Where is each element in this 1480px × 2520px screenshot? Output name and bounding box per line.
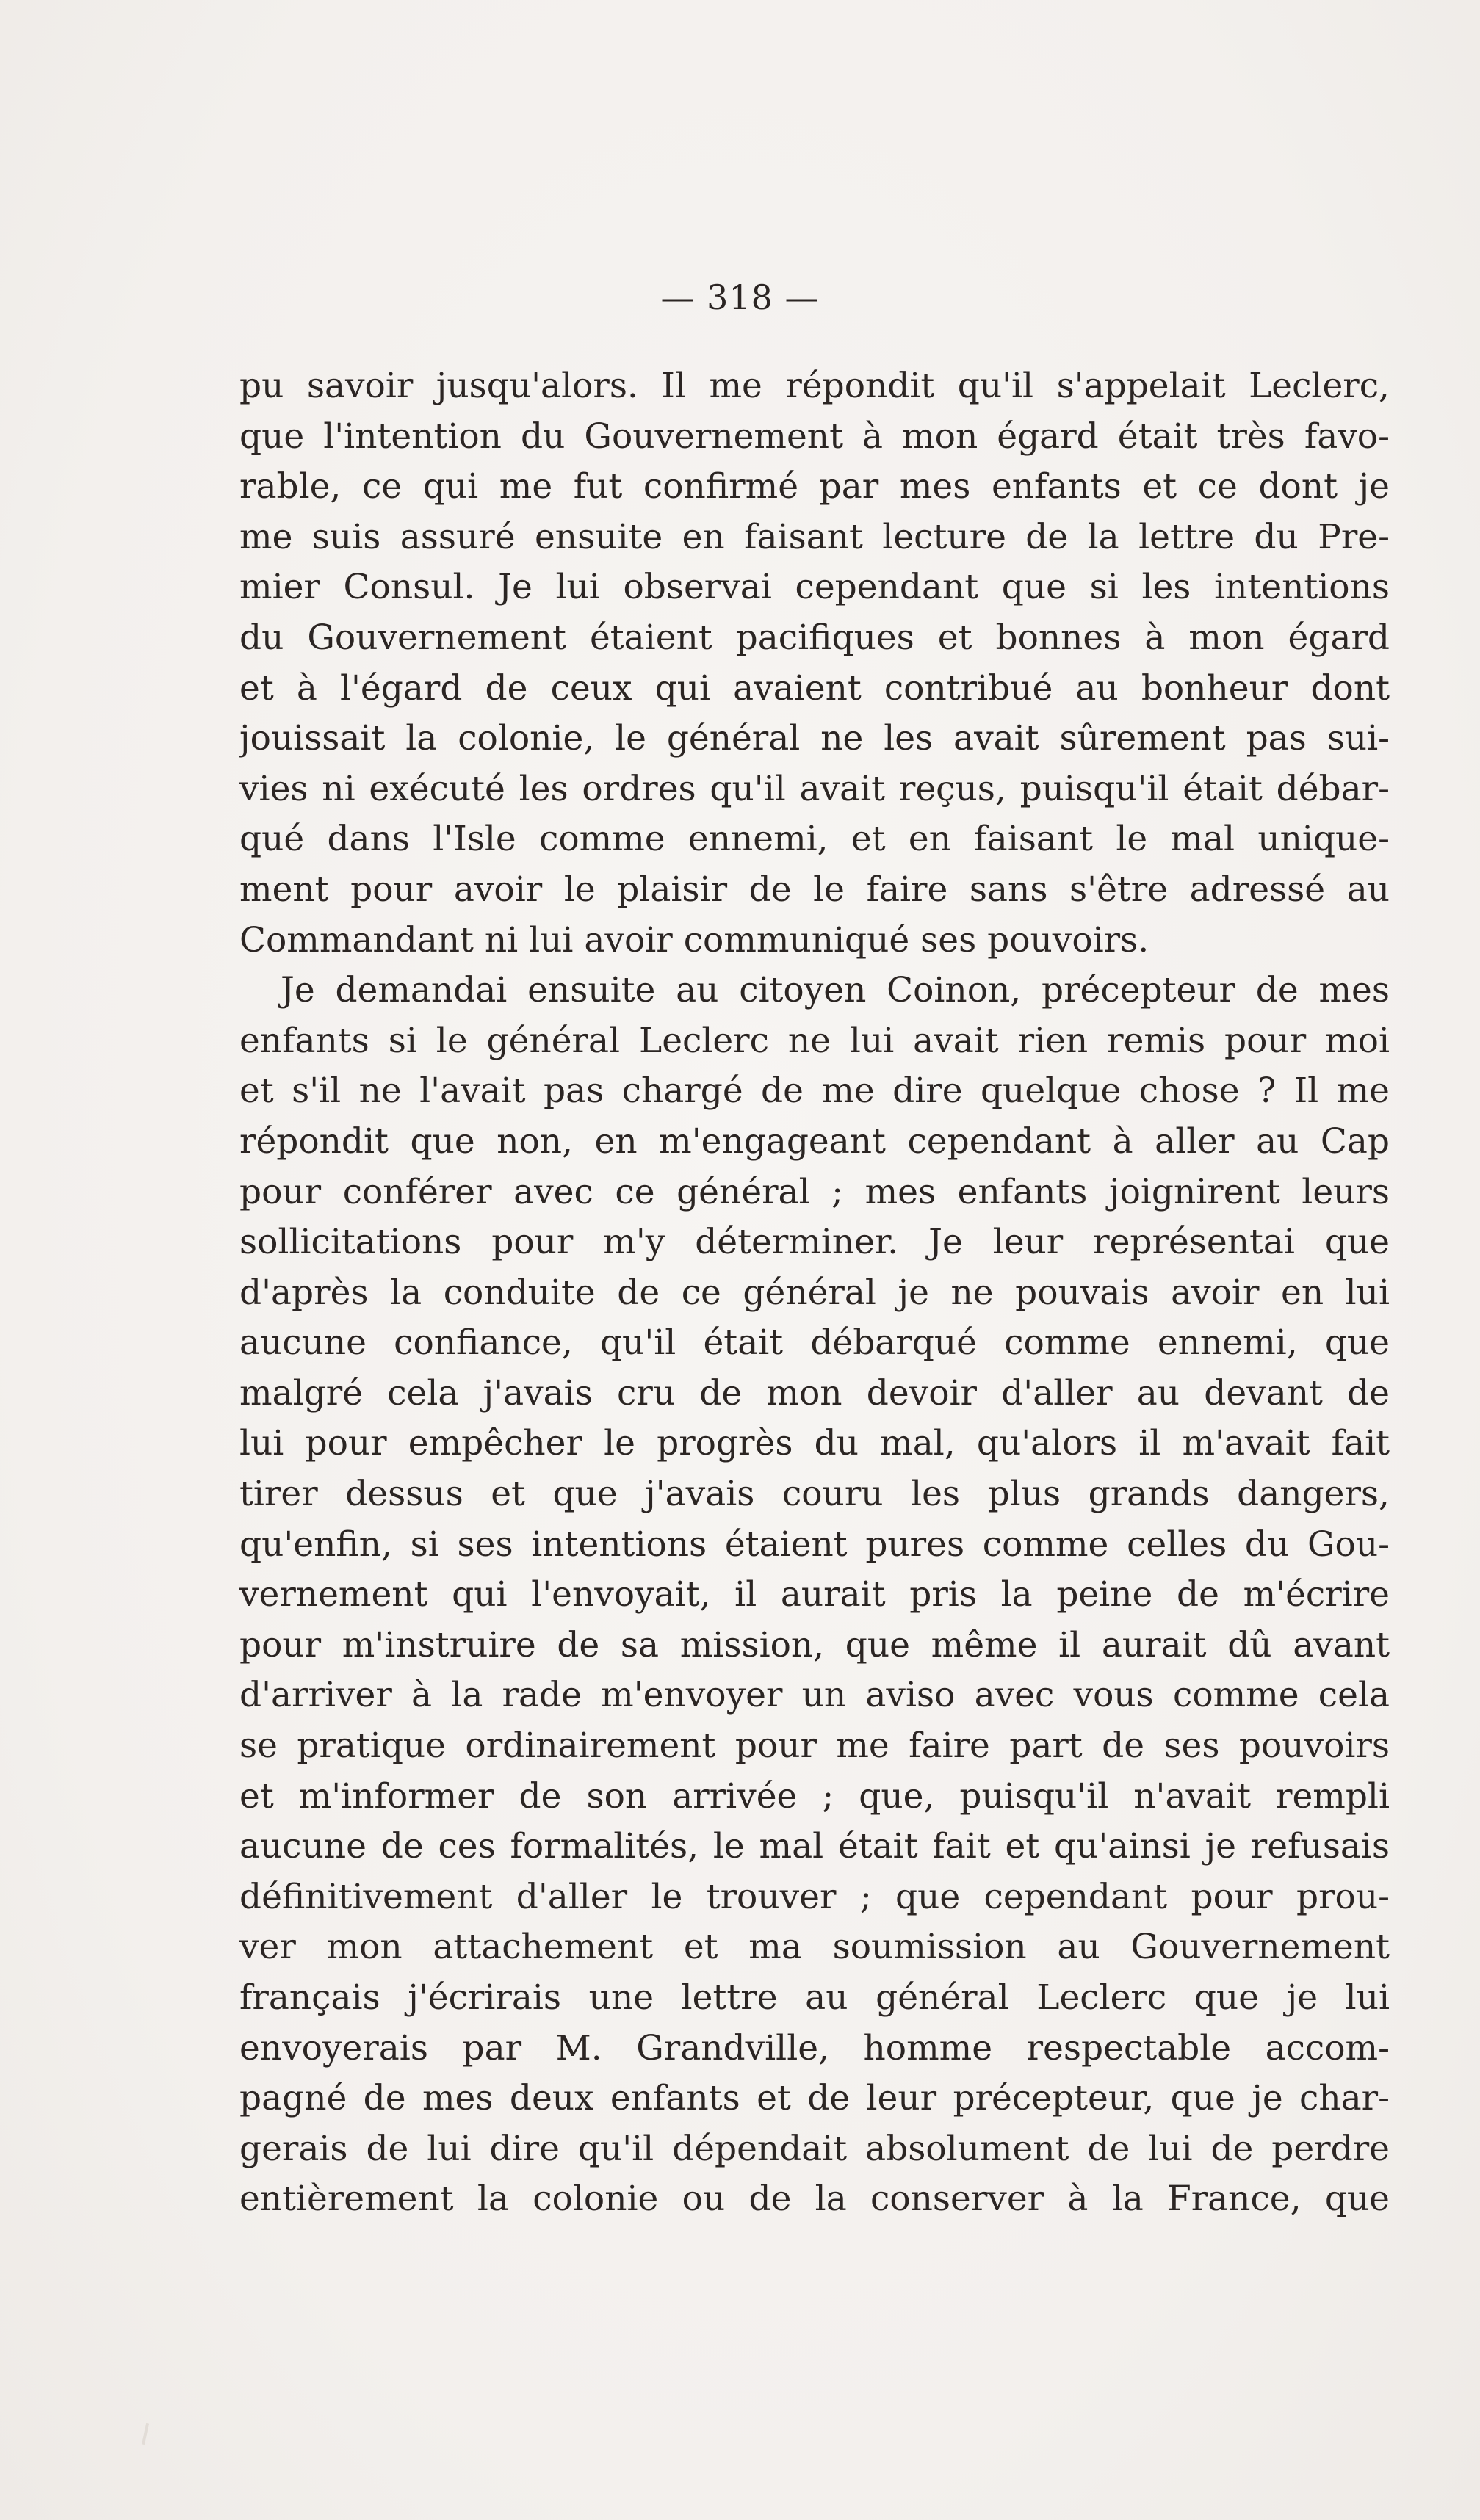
text-line: et à l'égard de ceux qui avaient contribué au bonheur dont (239, 667, 1390, 709)
text-line: envoyerais par M. Grandville, homme respectable accom- (239, 2027, 1390, 2068)
text-line: pagné de mes deux enfants et de leur précepteur, que je char- (239, 2078, 1390, 2119)
text-line: jouissait la colonie, le général ne les avait sûrement pas sui- (239, 718, 1390, 759)
text-line: me suis assuré ensuite en faisant lecture de la lettre du Pre- (239, 516, 1390, 557)
text-line: ment pour avoir le plaisir de le faire sans s'être adressé au (239, 869, 1390, 910)
text-line: Commandant ni lui avoir communiqué ses pouvoirs. (239, 919, 1149, 960)
text-line: et s'il ne l'avait pas chargé de me dire quelque chose ? Il me (239, 1071, 1390, 1112)
text-line: du Gouvernement étaient pacifiques et bonnes à mon égard (239, 617, 1390, 658)
text-line: gerais de lui dire qu'il dépendait absolument de lui de perdre (239, 2128, 1390, 2169)
body-text (239, 361, 1390, 2225)
text-line: tirer dessus et que j'avais couru les plus grands dangers, (239, 1474, 1390, 1515)
text-line: français j'écrirais une lettre au général Leclerc que je lui (239, 1977, 1390, 2018)
text-line: qu'enfin, si ses intentions étaient pures comme celles du Gou- (239, 1524, 1390, 1565)
text-line: pu savoir jusqu'alors. Il me répondit qu'il s'appelait Leclerc, (239, 366, 1390, 406)
text-line: aucune de ces formalités, le mal était fait et qu'ainsi je refusais (239, 1826, 1390, 1867)
text-line: pour conférer avec ce général ; mes enfants joignirent leurs (239, 1171, 1390, 1212)
text-line: vies ni exécuté les ordres qu'il avait reçus, puisqu'il était débar- (239, 768, 1390, 809)
text-line: mier Consul. Je lui observai cependant que si les intentions (239, 567, 1390, 608)
text-line: et m'informer de son arrivée ; que, puisqu'il n'avait rempli (239, 1775, 1390, 1817)
text-line: entièrement la colonie ou de la conserver à la France, que (239, 2179, 1390, 2220)
text-line: d'arriver à la rade m'envoyer un aviso avec vous comme cela (239, 1675, 1390, 1716)
text-line: pour m'instruire de sa mission, que même il aurait dû avant (239, 1624, 1390, 1665)
text-line: rable, ce qui me fut confirmé par mes enfants et ce dont je (239, 466, 1390, 507)
text-line: ver mon attachement et ma soumission au Gouvernement (239, 1927, 1390, 1968)
text-line: vernement qui l'envoyait, il aurait pris la peine de m'écrire (239, 1574, 1390, 1615)
paragraph-start-line: Je demandai ensuite au citoyen Coinon, précepteur de mes (281, 970, 1390, 1011)
text-line: d'après la conduite de ce général je ne pouvais avoir en lui (239, 1272, 1390, 1313)
text-line: lui pour empêcher le progrès du mal, qu'alors il m'avait fait (239, 1423, 1390, 1464)
text-line: se pratique ordinairement pour me faire part de ses pouvoirs (239, 1726, 1390, 1767)
text-line: que l'intention du Gouvernement à mon égard était très favo- (239, 416, 1390, 457)
text-line: qué dans l'Isle comme ennemi, et en faisant le mal unique- (239, 819, 1390, 860)
page-number: — 318 — (660, 278, 820, 317)
text-line: définitivement d'aller le trouver ; que cependant pour prou- (239, 1876, 1390, 1917)
text-line: aucune confiance, qu'il était débarqué comme ennemi, que (239, 1322, 1390, 1364)
text-line: sollicitations pour m'y déterminer. Je leur représentai que (239, 1222, 1390, 1263)
paper-mark (142, 2423, 149, 2445)
text-line: enfants si le général Leclerc ne lui avait rien remis pour moi (239, 1020, 1390, 1061)
text-line: répondit que non, en m'engageant cependant à aller au Cap (239, 1120, 1390, 1162)
text-line: malgré cela j'avais cru de mon devoir d'aller au devant de (239, 1372, 1390, 1413)
